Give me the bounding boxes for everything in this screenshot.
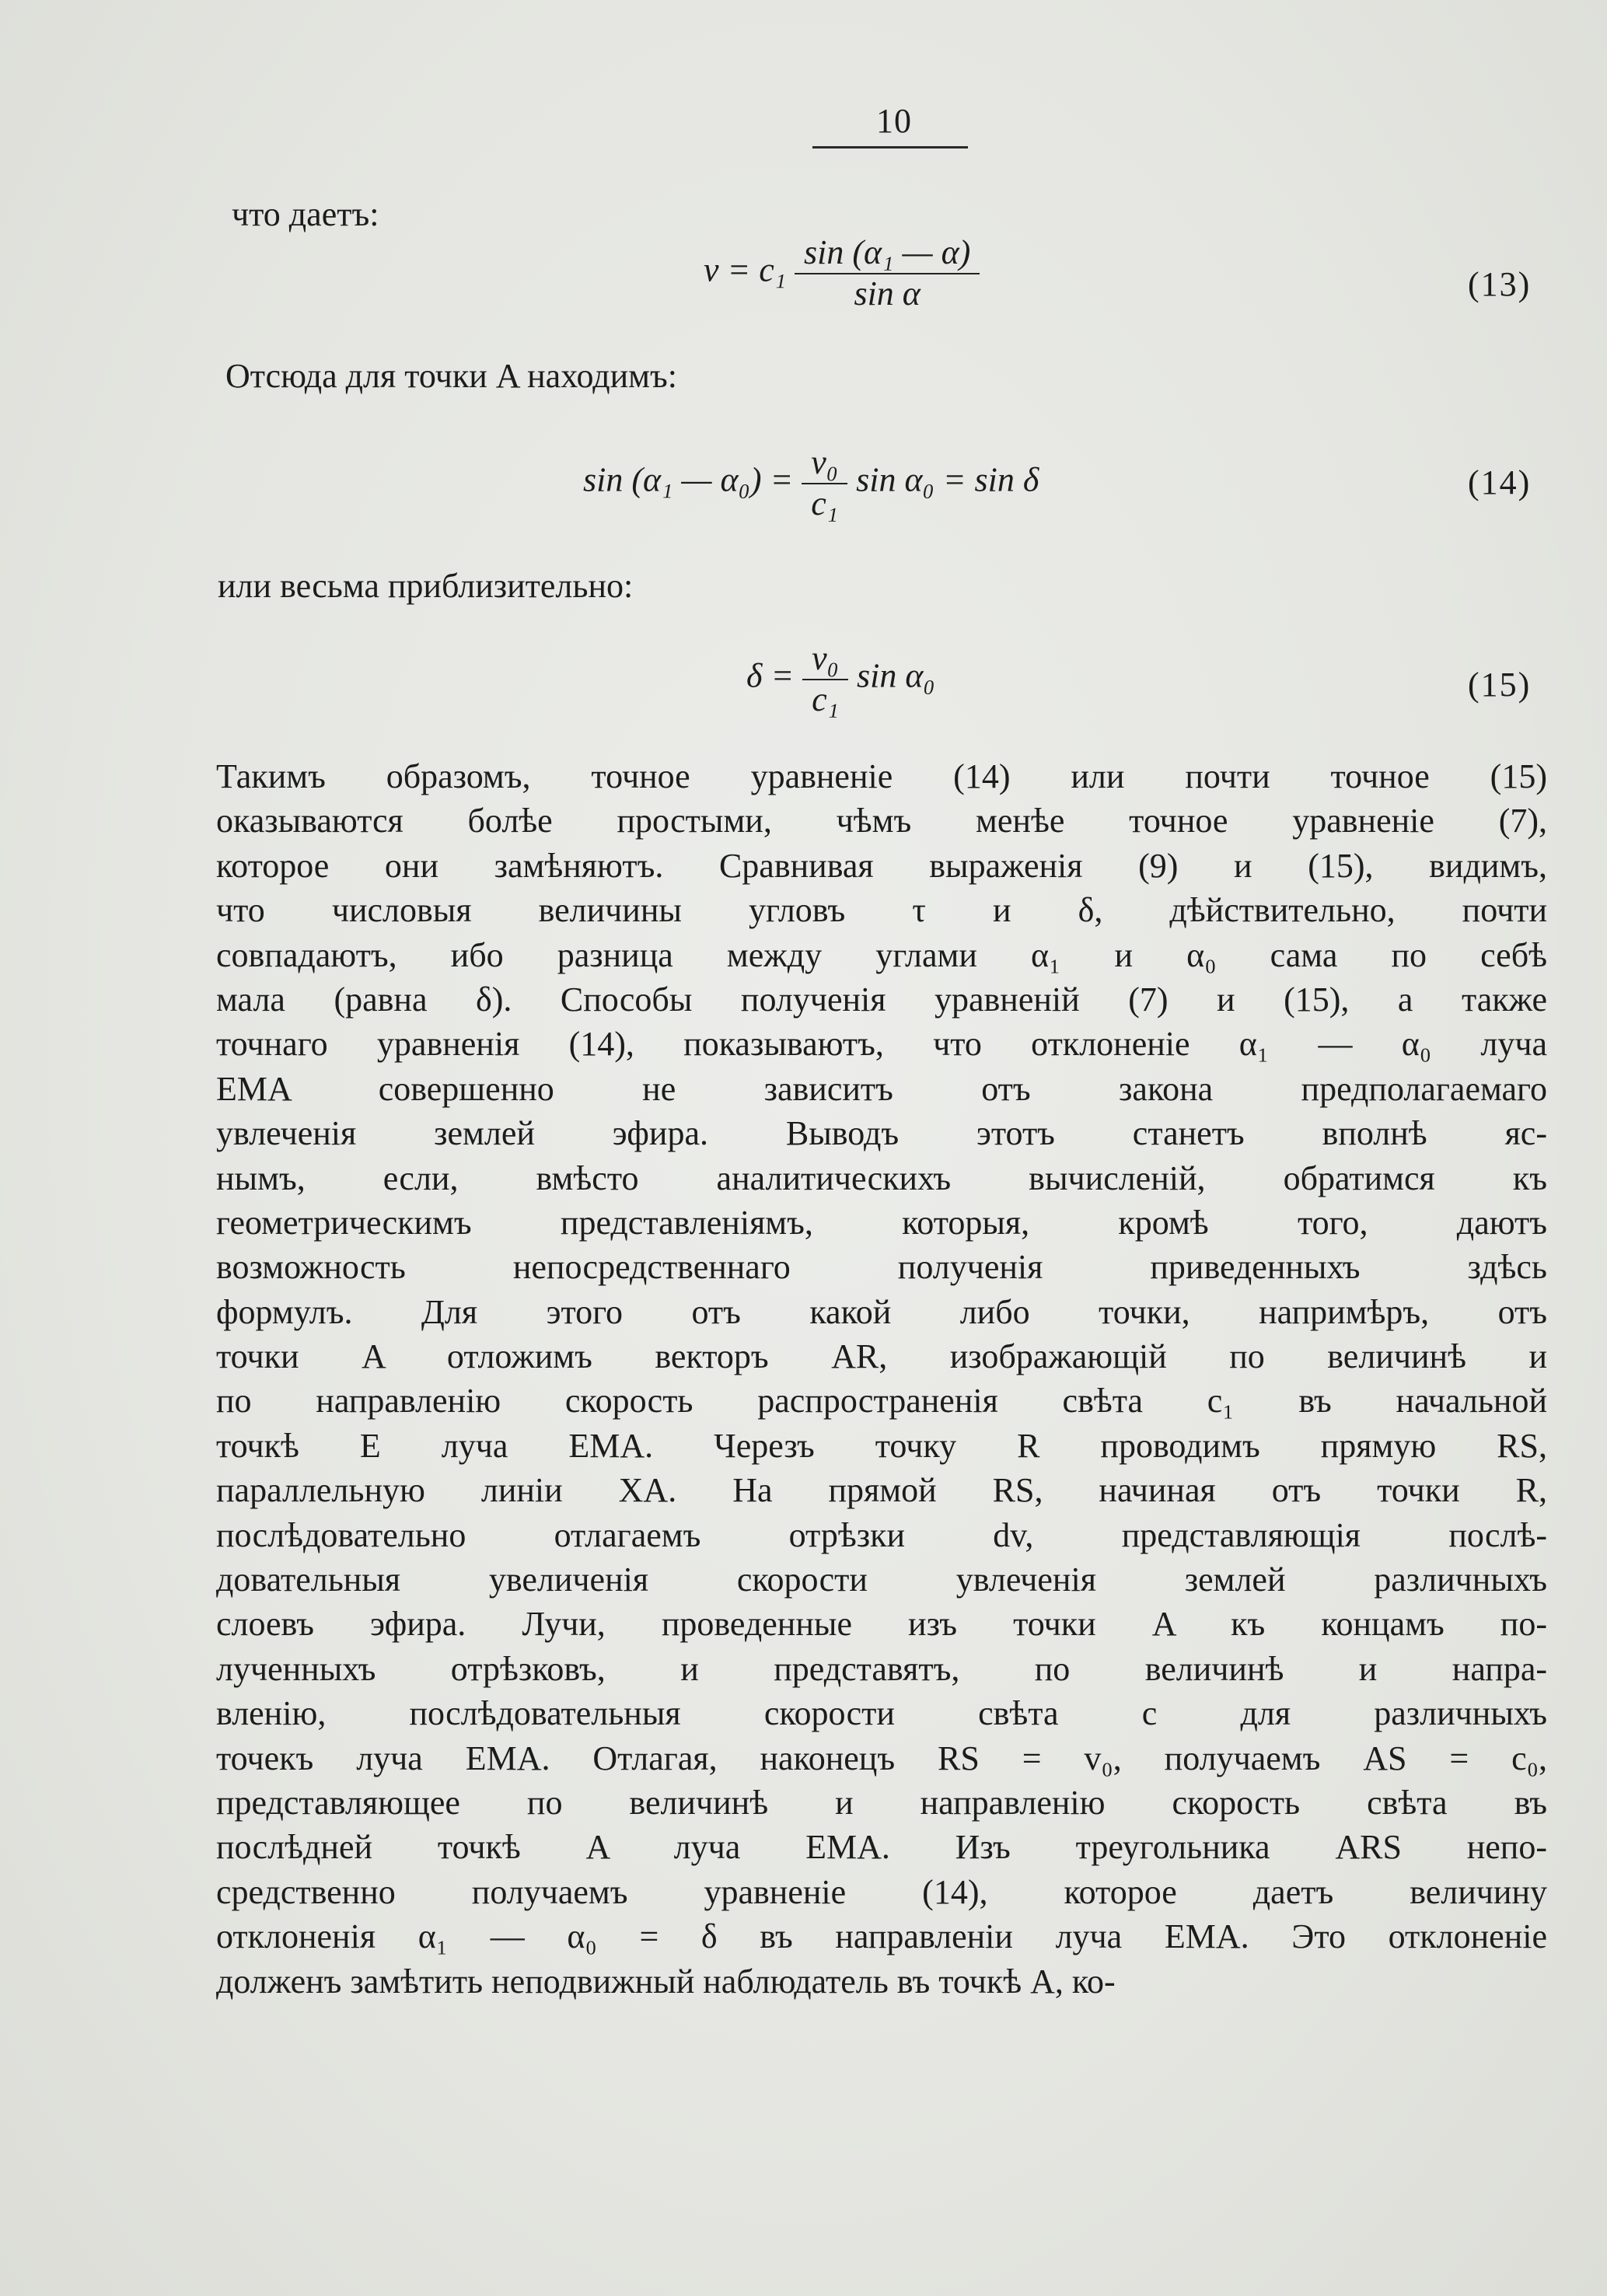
paragraph-line: точнаго уравненія (14), показываютъ, что отклоненіе α₁ — α₀ луча xyxy=(216,1025,1547,1064)
paragraph-line: формулъ. Для этого отъ какой либо точки, напримѣръ, отъ xyxy=(216,1292,1547,1331)
paragraph-line: геометрическимъ представленіямъ, которыя, кромѣ того, даютъ xyxy=(216,1203,1547,1242)
equation-14-tag: (14) xyxy=(1468,463,1532,501)
paragraph-line: нымъ, если, вмѣсто аналитическихъ вычисленій, обратимся къ xyxy=(216,1158,1547,1197)
paragraph-line: отклоненія α₁ — α₀ = δ въ направленіи луча EMA. Это отклоненіе xyxy=(216,1917,1547,1956)
equation-15-fraction xyxy=(802,639,848,719)
equation-14-rhs: sin α₀ = sin δ xyxy=(856,460,1039,499)
paragraph-line: средственно получаемъ уравненіе (14), которое даетъ величину xyxy=(216,1872,1547,1911)
paragraph-line: лученныхъ отрѣзковъ, и представятъ, по величинѣ и напра- xyxy=(216,1649,1547,1688)
equation-14 xyxy=(583,443,1039,523)
equation-13-denominator: sin α xyxy=(854,274,921,313)
paragraph-line: слоевъ эфира. Лучи, проведенные изъ точки A къ концамъ по- xyxy=(216,1605,1547,1644)
main-paragraph xyxy=(216,754,1547,2004)
intro-line-3: или весьма приблизительно: xyxy=(218,567,634,605)
equation-15-rhs: sin α₀ xyxy=(856,656,935,695)
paragraph-line: оказываются болѣе простыми, чѣмъ менѣе точное уравненіе (7), xyxy=(216,802,1547,840)
intro-line-2: Отсюда для точки A находимъ: xyxy=(225,357,678,395)
paragraph-line: совпадаютъ, ибо разница между углами α₁ и α₀ сама по себѣ xyxy=(216,935,1547,974)
equation-14-numerator: v₀ xyxy=(802,443,847,484)
page-number-rule xyxy=(812,146,968,149)
paragraph-line: увлеченія землей эфира. Выводъ этотъ станетъ вполнѣ яс- xyxy=(216,1114,1547,1153)
equation-15-numerator: v₀ xyxy=(802,639,848,680)
equation-13-numerator: sin (α₁ — α) xyxy=(795,233,980,274)
paragraph-line: по направленію скорость распространенія свѣта c₁ въ начальной xyxy=(216,1382,1547,1421)
equation-15-lhs: δ = xyxy=(746,656,795,695)
paragraph-line: возможность непосредственнаго полученія приведенныхъ здѣсь xyxy=(216,1248,1547,1287)
paragraph-line: вленію, послѣдовательныя скорости свѣта c для различныхъ xyxy=(216,1694,1547,1733)
intro-line-1: что даетъ: xyxy=(232,195,379,233)
paragraph-line: Такимъ образомъ, точное уравненіе (14) или почти точное (15) xyxy=(216,757,1547,795)
equation-14-fraction xyxy=(802,443,847,523)
paragraph-line: послѣдовательно отлагаемъ отрѣзки dv, представляющія послѣ- xyxy=(216,1515,1547,1554)
paragraph-line: параллельную линіи XA. На прямой RS, начиная отъ точки R, xyxy=(216,1471,1547,1510)
equation-15-denominator: c₁ xyxy=(812,680,839,718)
paragraph-line: точекъ луча EMA. Отлагая, наконецъ RS = v₀, получаемъ AS = c₀, xyxy=(216,1739,1547,1777)
paragraph-line: представляющее по величинѣ и направленію скорость свѣта въ xyxy=(216,1783,1547,1822)
paragraph-line: довательныя увеличенія скорости увлеченія землей различныхъ xyxy=(216,1560,1547,1599)
equation-14-denominator: c₁ xyxy=(811,484,839,522)
equation-15-tag: (15) xyxy=(1468,666,1532,704)
page-number: 10 xyxy=(876,102,912,140)
equation-15 xyxy=(746,639,935,719)
equation-13 xyxy=(704,233,980,313)
equation-14-lhs: sin (α₁ — α₀) = xyxy=(583,460,794,499)
equation-13-fraction xyxy=(795,233,980,313)
paragraph-line: что числовыя величины угловъ τ и δ, дѣйствительно, почти xyxy=(216,891,1547,930)
paragraph-line: послѣдней точкѣ A луча EMA. Изъ треугольника ARS непо- xyxy=(216,1828,1547,1867)
equation-13-lhs: v = c₁ xyxy=(704,250,787,289)
paragraph-line: точки A отложимъ векторъ AR, изображающій по величинѣ и xyxy=(216,1337,1547,1376)
paragraph-line: EMA совершенно не зависитъ отъ закона предполагаемаго xyxy=(216,1069,1547,1108)
paragraph-line: долженъ замѣтить неподвижный наблюдатель въ точкѣ A, ко- xyxy=(216,1962,1116,2001)
paragraph-line: которое они замѣняютъ. Сравнивая выраженія (9) и (15), видимъ, xyxy=(216,846,1547,885)
paragraph-line: мала (равна δ). Способы полученія уравненій (7) и (15), а также xyxy=(216,980,1547,1019)
equation-13-tag: (13) xyxy=(1468,265,1532,303)
paragraph-line: точкѣ E луча EMA. Черезъ точку R проводимъ прямую RS, xyxy=(216,1426,1547,1465)
